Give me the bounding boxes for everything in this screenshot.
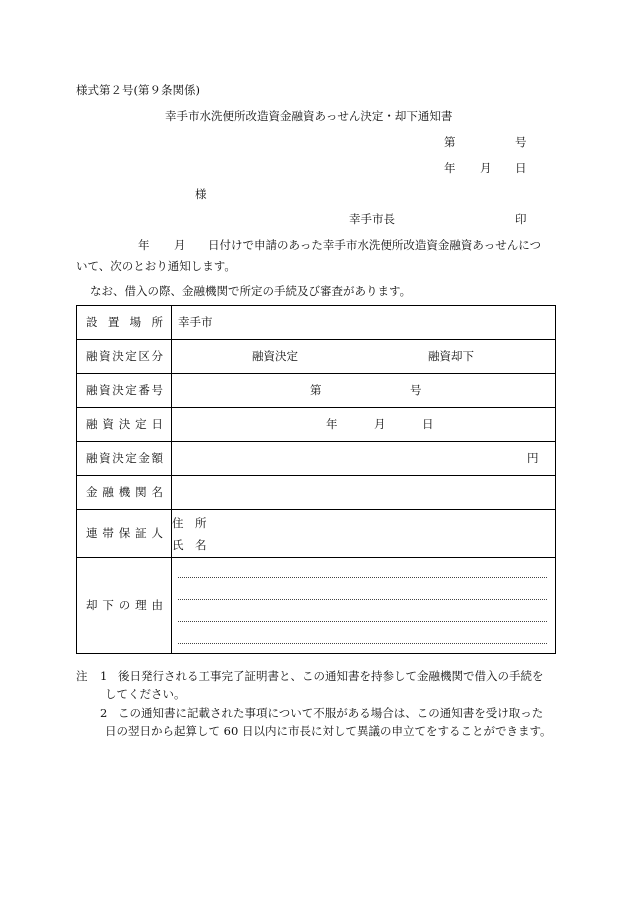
label-reason: [77, 558, 172, 654]
table-row-reason: [77, 558, 556, 654]
number-value[interactable]: [172, 374, 556, 408]
table-row-location: [77, 306, 556, 340]
label-guarantor: [77, 510, 172, 558]
amount-value[interactable]: [172, 442, 556, 476]
date-year: 年: [444, 161, 456, 175]
option-approve[interactable]: 融資決定: [252, 349, 298, 363]
seal-mark: 印: [515, 212, 527, 226]
label-text: 連 帯 保 証 人: [86, 525, 163, 540]
body-line3: なお、借入の際、金融機関で所定の手続及び審査があります。: [90, 284, 412, 298]
label-category: [77, 340, 172, 374]
decision-year: 年: [326, 417, 338, 431]
note-2-line2: 日の翌日から起算して 60 日以内に市長に対して異議の申立てをすることができます。: [105, 724, 552, 738]
decision-month: 月: [374, 417, 386, 431]
table-row-number: [77, 374, 556, 408]
note-1-number: 1: [100, 669, 108, 683]
label-bank: [77, 476, 172, 510]
reason-value[interactable]: [172, 558, 556, 654]
table-row-bank: [77, 476, 556, 510]
reason-line: [178, 599, 547, 600]
label-text: 融 資 決 定 区 分: [86, 348, 163, 363]
form-number: 様式第２号(第９条関係): [76, 83, 200, 97]
reason-line: [178, 577, 547, 578]
table-row-category: [77, 340, 556, 374]
guarantor-name-label: 氏 名: [172, 538, 207, 552]
label-amount: [77, 442, 172, 476]
notes-prefix: 注: [76, 669, 88, 683]
guarantor-value[interactable]: [172, 510, 556, 558]
number-dai: 第: [310, 383, 322, 397]
note-1-line2: してください。: [105, 687, 186, 701]
category-value: [172, 340, 556, 374]
number-go: 号: [410, 383, 422, 397]
amount-unit: 円: [527, 451, 539, 465]
date-day: 日: [515, 161, 527, 175]
date-value[interactable]: [172, 408, 556, 442]
label-text: 設 置 場 所: [86, 314, 163, 329]
label-text: 却 下 の 理 由: [86, 597, 163, 612]
label-text: 融 資 決 定 日: [86, 416, 163, 431]
label-location: [77, 306, 172, 340]
bank-value[interactable]: [172, 476, 556, 510]
issuer-name: 幸手市長: [349, 212, 395, 226]
addressee-sama: 様: [195, 187, 207, 201]
body-month: 月: [174, 238, 186, 252]
decision-day: 日: [422, 417, 434, 431]
label-date: [77, 408, 172, 442]
label-text: 融 資 決 定 番 号: [86, 382, 163, 397]
reason-line: [178, 643, 547, 644]
note-2-line1: この通知書に記載された事項について不服がある場合は、この通知書を受け取った: [118, 706, 544, 720]
document-title: 幸手市水洗便所改造資金融資あっせん決定・却下通知書: [165, 109, 453, 123]
ref-dai: 第: [444, 135, 456, 149]
body-line1: 日付けで申請のあった幸手市水洗便所改造資金融資あっせんにつ: [208, 238, 542, 252]
label-text: 融 資 決 定 金 額: [86, 450, 163, 465]
reason-line: [178, 621, 547, 622]
table-row-date: [77, 408, 556, 442]
body-line2: いて、次のとおり通知します。: [76, 259, 236, 273]
date-month: 月: [480, 161, 492, 175]
label-number: [77, 374, 172, 408]
ref-go: 号: [515, 135, 527, 149]
table-row-guarantor: [77, 510, 556, 558]
location-value: 幸手市: [172, 306, 556, 340]
note-2-number: 2: [100, 706, 108, 720]
note-1-line1: 後日発行される工事完了証明書と、この通知書を持参して金融機関で借入の手続を: [118, 669, 544, 683]
option-reject[interactable]: 融資却下: [428, 349, 474, 363]
label-text: 金 融 機 関 名: [86, 484, 163, 499]
guarantor-address-label: 住 所: [172, 516, 207, 530]
body-year: 年: [138, 238, 150, 252]
table-row-amount: [77, 442, 556, 476]
notice-table: [76, 305, 556, 654]
